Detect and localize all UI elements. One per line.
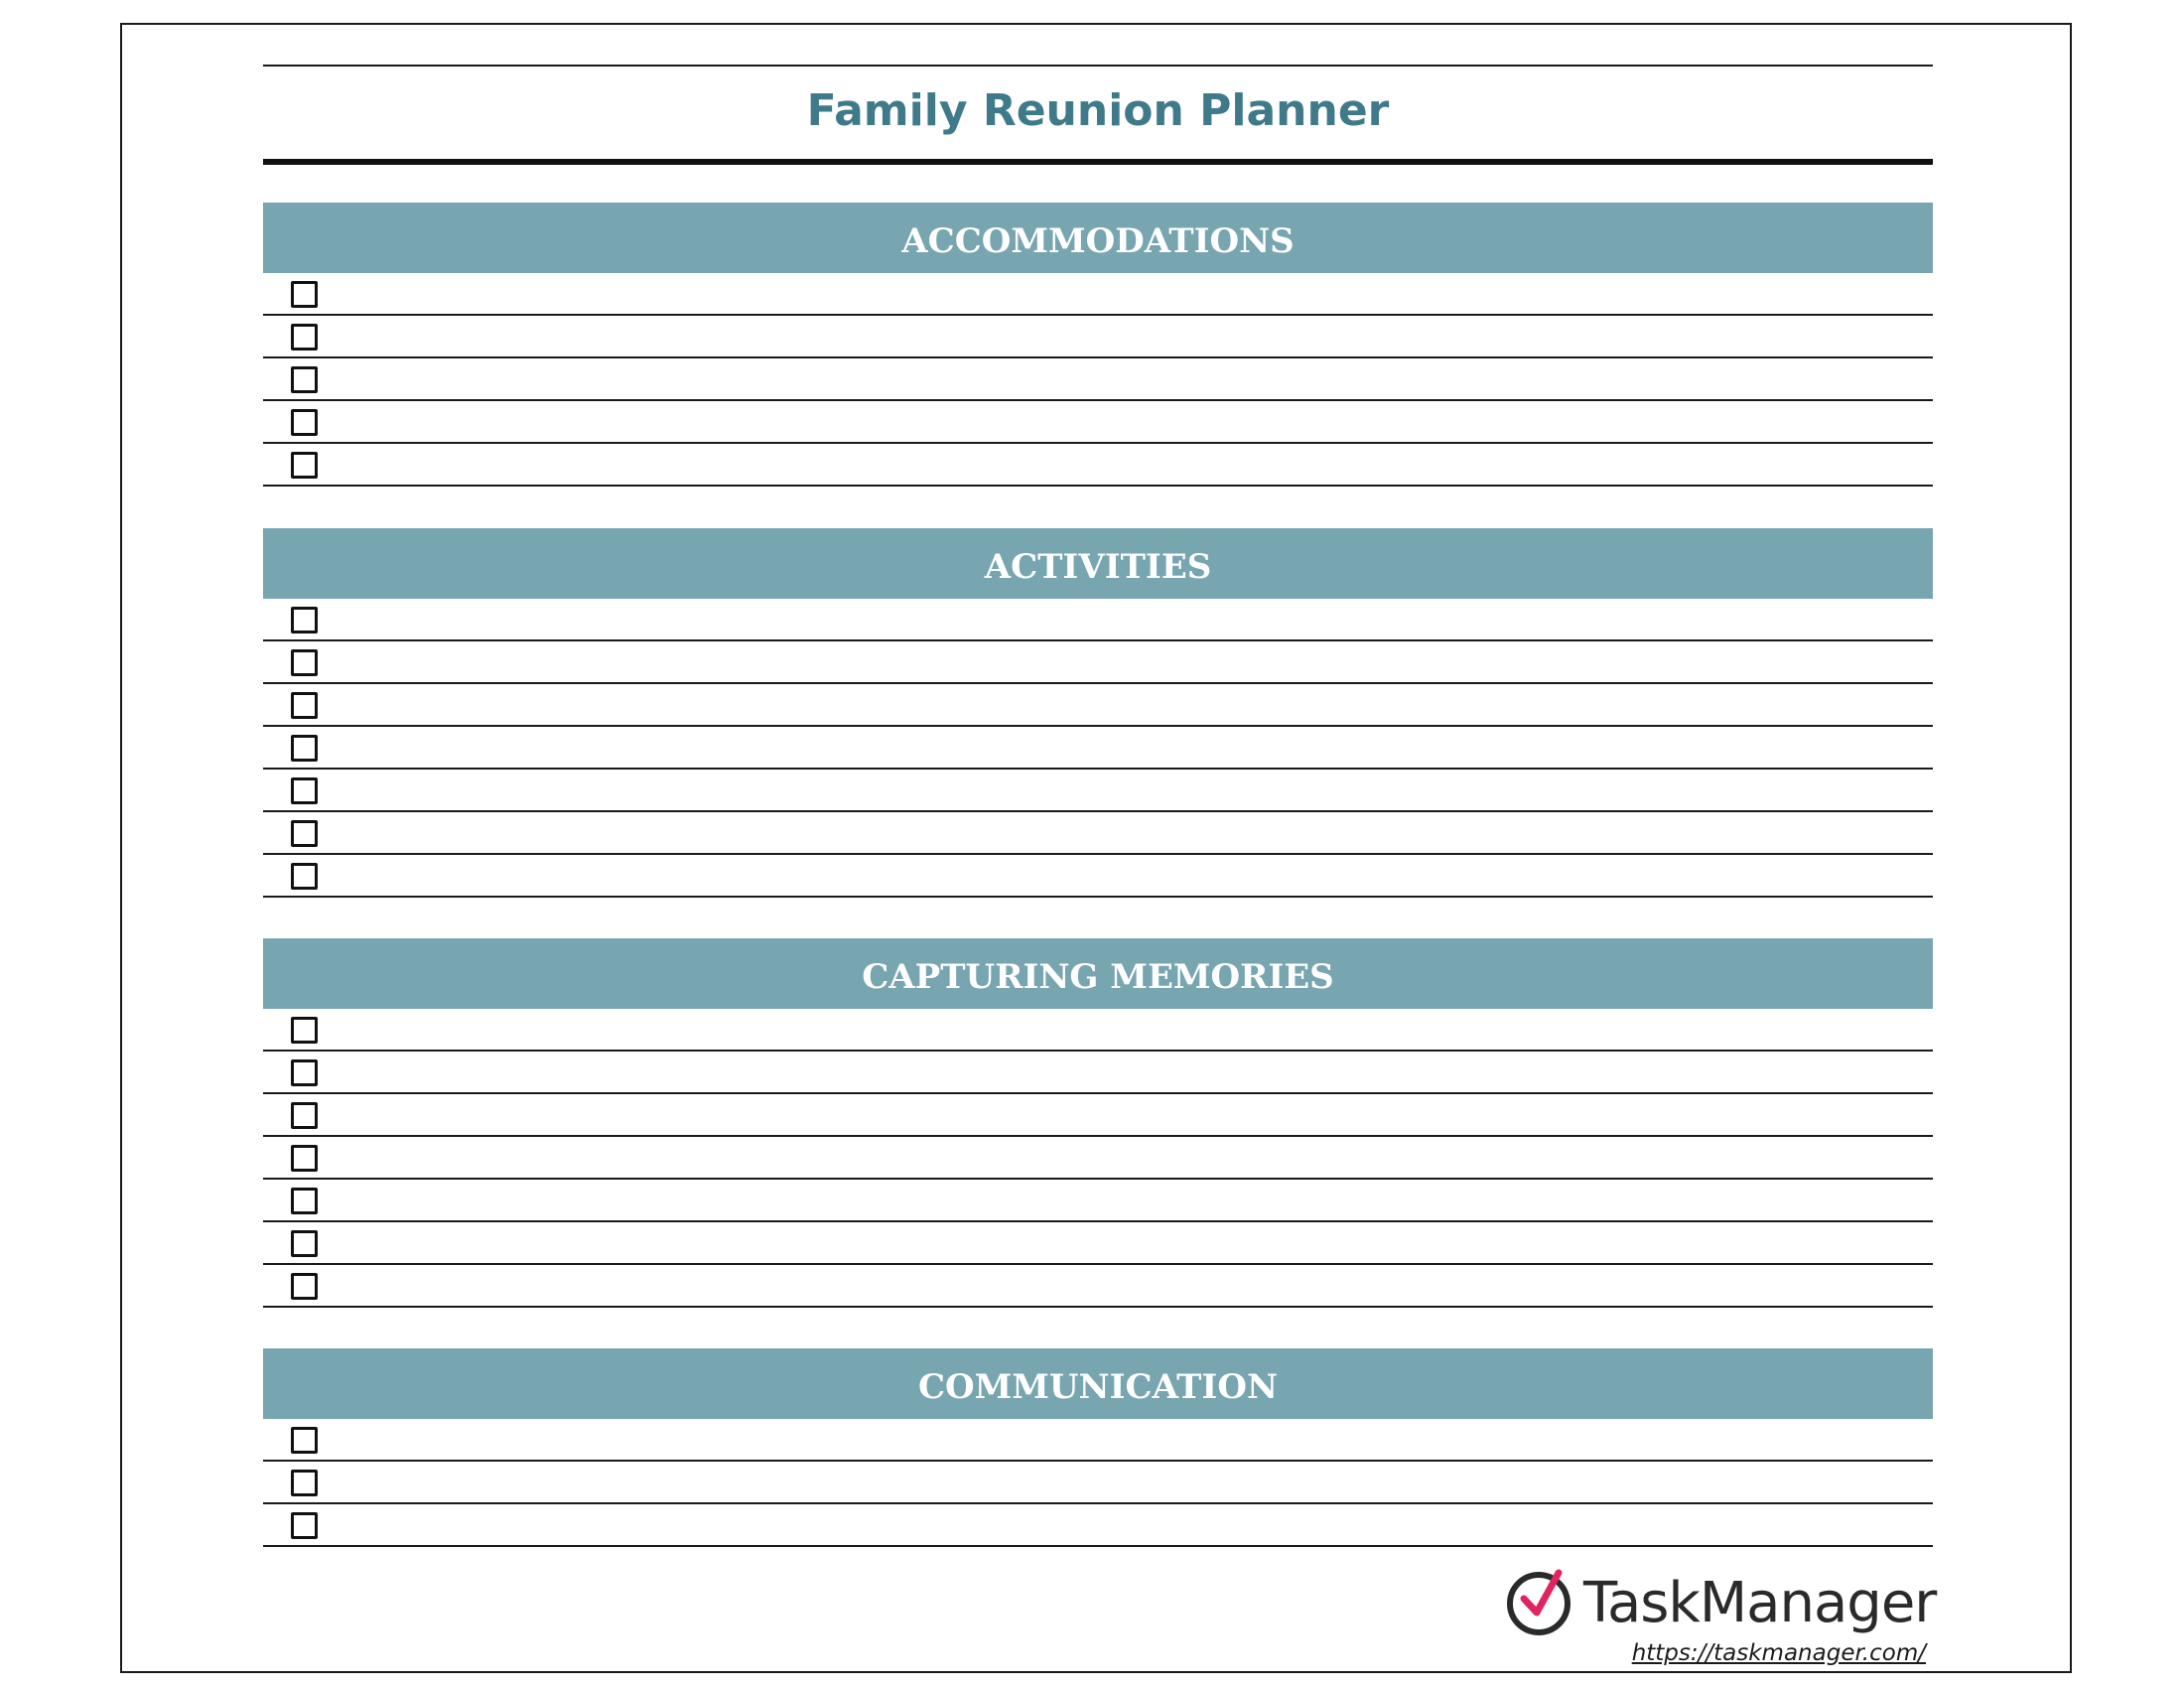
checkbox[interactable] (291, 607, 318, 633)
checkbox[interactable] (291, 1512, 318, 1539)
brand-name: TaskManager (1583, 1571, 1937, 1635)
checkbox[interactable] (291, 1017, 318, 1044)
section-accommodations (263, 203, 1933, 487)
page-title: Family Reunion Planner (806, 85, 1390, 136)
section-heading: ACCOMMODATIONS (263, 203, 1933, 273)
checkbox[interactable] (291, 1059, 318, 1086)
checkbox[interactable] (291, 820, 318, 847)
checklist-row (263, 1180, 1933, 1222)
checkbox[interactable] (291, 1230, 318, 1257)
website-link[interactable]: https://taskmanager.com/ (1631, 1640, 1926, 1666)
checklist-row (263, 316, 1933, 358)
checklist-row (263, 855, 1933, 898)
section-heading: COMMUNICATION (263, 1348, 1933, 1419)
checklist-row (263, 444, 1933, 487)
checkbox[interactable] (291, 735, 318, 762)
checkbox[interactable] (291, 1188, 318, 1214)
checklist-row (263, 1504, 1933, 1547)
section-activities (263, 528, 1933, 898)
checklist-row (263, 273, 1933, 316)
checklist-row (263, 401, 1933, 444)
top-rule (263, 65, 1933, 67)
checkbox[interactable] (291, 1145, 318, 1172)
checklist-row (263, 1222, 1933, 1265)
checklist-row (263, 1094, 1933, 1137)
checkbox[interactable] (291, 863, 318, 890)
checkbox[interactable] (291, 692, 318, 719)
section-capturing-memories (263, 938, 1933, 1308)
checkbox[interactable] (291, 324, 318, 351)
checklist-row (263, 358, 1933, 401)
title-rule (263, 159, 1933, 165)
checkbox[interactable] (291, 1470, 318, 1496)
checkbox[interactable] (291, 1273, 318, 1300)
checklist-row (263, 641, 1933, 684)
checklist-row (263, 1137, 1933, 1180)
checklist-row (263, 1462, 1933, 1504)
checklist-row (263, 1265, 1933, 1308)
checkbox[interactable] (291, 452, 318, 479)
checkbox[interactable] (291, 366, 318, 393)
checklist-row (263, 1009, 1933, 1052)
checkbox[interactable] (291, 1427, 318, 1454)
checkbox[interactable] (291, 649, 318, 676)
section-heading: ACTIVITIES (263, 528, 1933, 599)
checklist-row (263, 727, 1933, 770)
checklist-row (263, 684, 1933, 727)
checklist-row (263, 599, 1933, 641)
checklist-row (263, 812, 1933, 855)
section-heading: CAPTURING MEMORIES (263, 938, 1933, 1009)
checklist-row (263, 770, 1933, 812)
checkbox[interactable] (291, 1102, 318, 1129)
checkbox[interactable] (291, 777, 318, 804)
section-communication (263, 1348, 1933, 1547)
checklist-row (263, 1052, 1933, 1094)
checklist-row (263, 1419, 1933, 1462)
checkbox[interactable] (291, 409, 318, 436)
checkbox[interactable] (291, 281, 318, 308)
